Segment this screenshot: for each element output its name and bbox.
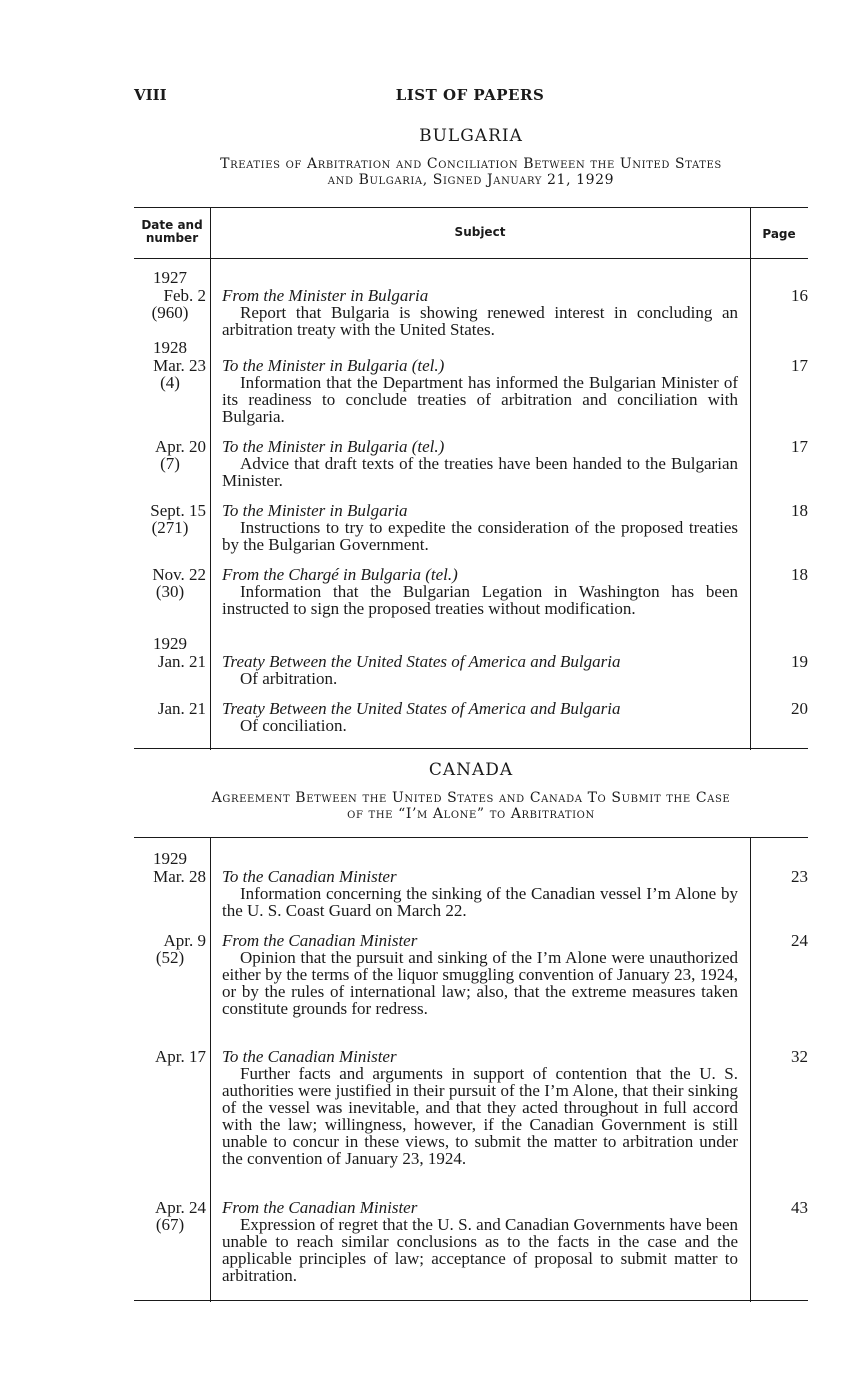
entry-date: Apr. 17 — [155, 1047, 206, 1066]
year-label: 1927 — [153, 268, 187, 287]
entry-subject: From the Canadian Minister Opinion that the pursuit and sinking of the I’m Alone were unauthorized either by the terms of the liquor smuggling convention of January 23, 1924, or by the rules of international law; also, that the extreme measures taken constitute grounds for redress. — [222, 931, 738, 1018]
entry-page: 18 — [791, 501, 808, 520]
entry-date: Jan. 21 — [157, 699, 206, 718]
entry-subject: To the Minister in Bulgaria (tel.) Advice that draft texts of the treaties have been handed to the Bulgarian Minister. — [222, 437, 738, 490]
entry-page: 23 — [791, 867, 808, 886]
entry-subject: To the Minister in Bulgaria (tel.) Information that the Department has informed the Bulgarian Minister of its readiness to conclude treaties of arbitration and conciliation with Bulgaria. — [222, 356, 738, 426]
treaty-heading-line: Treaties of Arbitration and Conciliation Between the United States — [220, 156, 722, 172]
running-title: LIST OF PAPERS — [395, 86, 545, 104]
table-rule-top — [134, 207, 808, 208]
entry-page: 20 — [791, 699, 808, 718]
table-rule-header — [134, 258, 808, 259]
entry-date: Apr. 20 (7) — [155, 437, 206, 473]
table-rule-bottom — [134, 1300, 808, 1301]
page-number: VIII — [134, 86, 167, 104]
column-header-page: Page — [762, 227, 796, 241]
country-title: CANADA — [428, 760, 514, 780]
column-divider — [210, 837, 211, 1302]
entry-page: 43 — [791, 1198, 808, 1217]
bulgaria-table — [134, 207, 808, 750]
country-title: BULGARIA — [419, 126, 523, 146]
entry-page: 32 — [791, 1047, 808, 1066]
entry-date: Apr. 9 (52) — [155, 931, 206, 967]
section-canada-heading — [134, 760, 808, 822]
entry-page: 16 — [791, 286, 808, 305]
running-head — [134, 86, 806, 108]
entry-date: Jan. 21 — [157, 652, 206, 671]
entry-subject: To the Canadian Minister Information concerning the sinking of the Canadian vessel I’m Alone by the U. S. Coast Guard on March 22. — [222, 867, 738, 920]
column-header-date: Date and number — [141, 218, 203, 245]
entry-subject: To the Canadian Minister Further facts and arguments in support of contention that the U. S. authorities were justified in their pursuit of the I’m Alone, that their sinking of the vessel was inevitable, and that they acted throughout in full accord with the law; willingness, however, if the Canadian Government is still unable to concur in these views, to submit the matter to arbitration under the convention of January 23, 1924. — [222, 1047, 738, 1168]
treaty-heading-line: Agreement Between the United States and Canada To Submit the Case — [211, 790, 731, 806]
column-header-subject: Subject — [454, 225, 506, 239]
canada-table — [134, 837, 808, 1302]
treaty-heading — [134, 156, 808, 188]
entry-subject: From the Canadian Minister Expression of regret that the U. S. and Canadian Governments have been unable to reach similar conclusions as to the facts in the case and the applicable principles of law; acceptance of proposal to submit matter to arbitration. — [222, 1198, 738, 1285]
entry-date: Nov. 22 (30) — [152, 565, 206, 601]
entry-date: Sept. 15 (271) — [150, 501, 206, 537]
entry-page: 17 — [791, 437, 808, 456]
entry-subject: Treaty Between the United States of America and Bulgaria Of conciliation. — [222, 699, 621, 735]
entry-date: Mar. 23 (4) — [153, 356, 206, 392]
entry-date: Apr. 24 (67) — [155, 1198, 206, 1234]
column-divider — [210, 207, 211, 750]
column-divider — [750, 207, 751, 750]
treaty-heading-line: and Bulgaria, Signed January 21, 1929 — [327, 172, 615, 188]
treaty-heading — [134, 790, 808, 822]
entry-page: 19 — [791, 652, 808, 671]
column-divider — [750, 837, 751, 1302]
entry-page: 17 — [791, 356, 808, 375]
table-rule-top — [134, 837, 808, 838]
entry-subject: Treaty Between the United States of America and Bulgaria Of arbitration. — [222, 652, 621, 688]
year-label: 1929 — [153, 849, 187, 868]
entry-subject: To the Minister in Bulgaria Instructions to try to expedite the consideration of the proposed treaties by the Bulgarian Government. — [222, 501, 738, 554]
table-rule-bottom — [134, 748, 808, 749]
entry-date: Feb. 2 (960) — [151, 286, 206, 322]
entry-date: Mar. 28 — [153, 867, 206, 886]
entry-page: 24 — [791, 931, 808, 950]
treaty-heading-line: of the “I’m Alone” to Arbitration — [347, 806, 595, 822]
year-label: 1928 — [153, 338, 187, 357]
year-label: 1929 — [153, 634, 187, 653]
entry-subject: From the Chargé in Bulgaria (tel.) Information that the Bulgarian Legation in Washington has been instructed to sign the proposed treaties without modification. — [222, 565, 738, 618]
section-bulgaria-heading — [134, 126, 808, 188]
entry-subject: From the Minister in Bulgaria Report that Bulgaria is showing renewed interest in concluding an arbitration treaty with the United States. — [222, 286, 738, 339]
entry-page: 18 — [791, 565, 808, 584]
